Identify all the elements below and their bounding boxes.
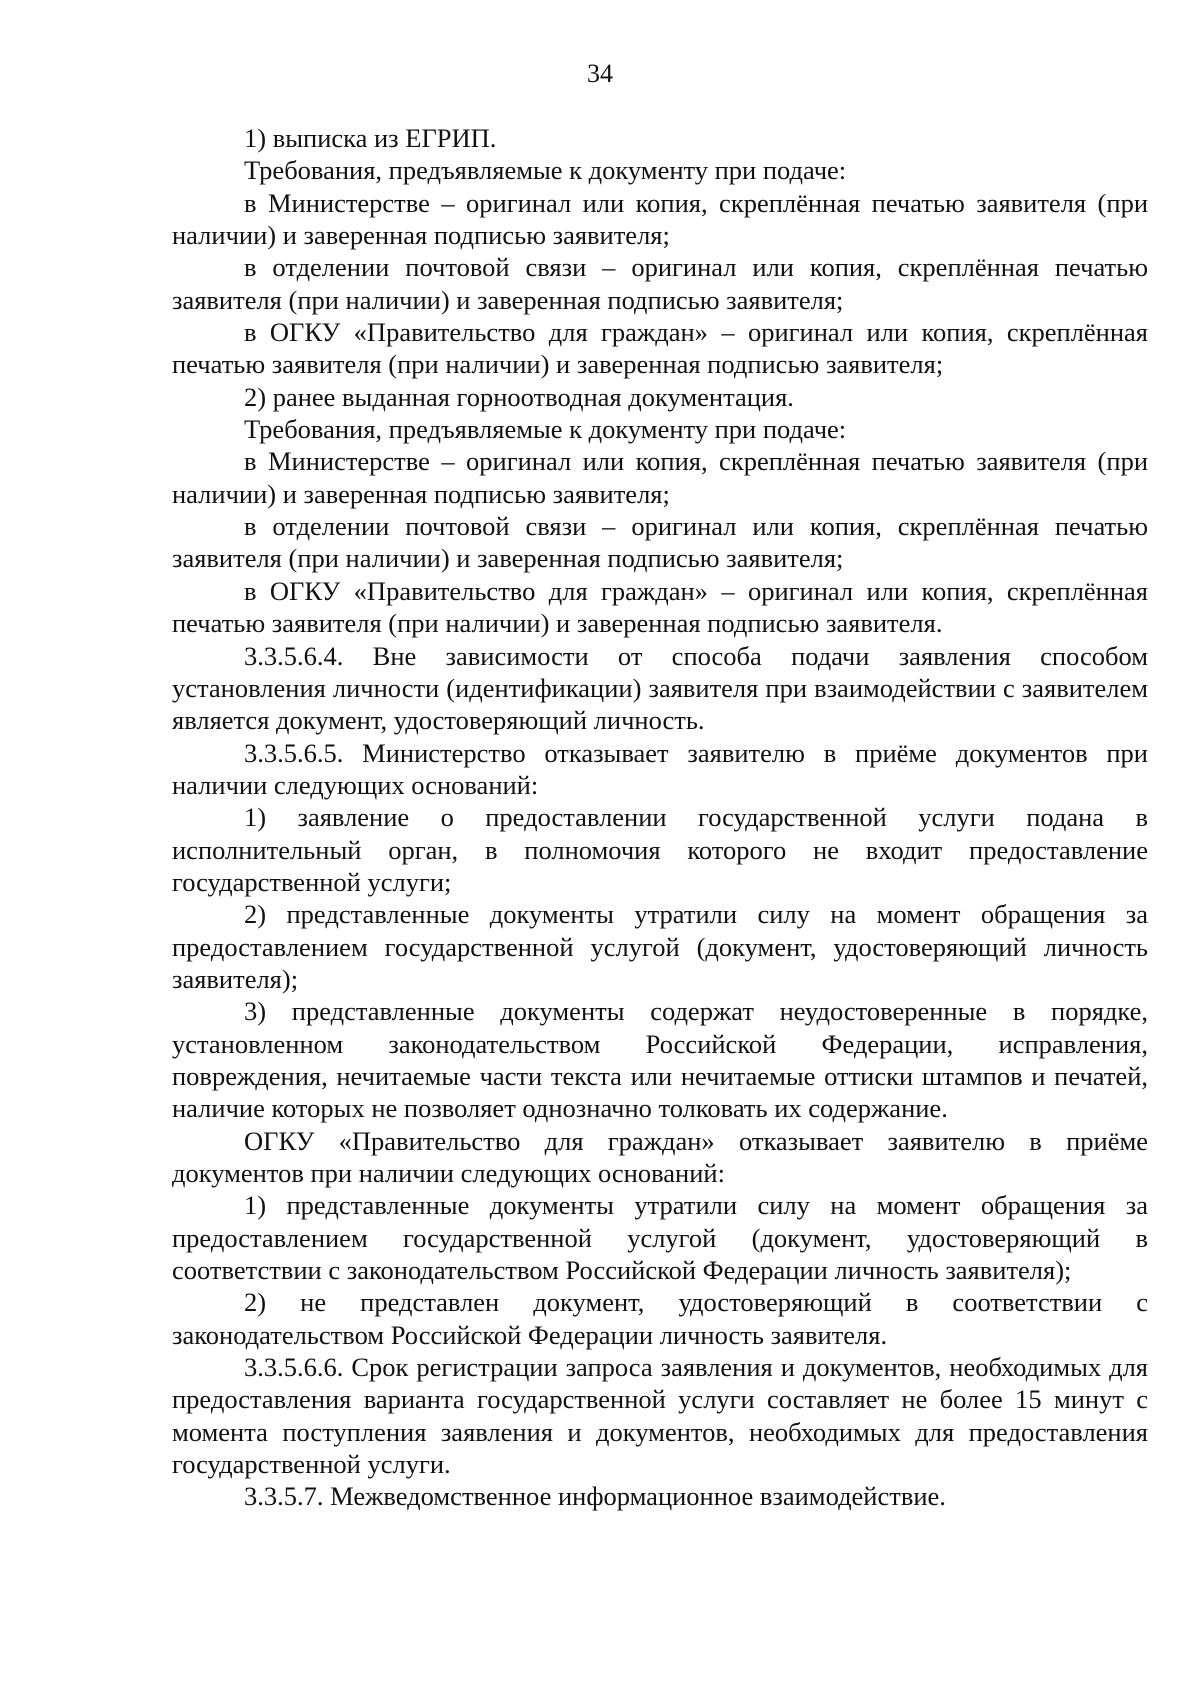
paragraph-requirements-2: Требования, предъявляемые к документу при подаче: [244,414,847,445]
paragraph-refusal-ground-2: 2) представленные документы утратили силу на момент обращения за предоставлением государственной услугой (документ, удостоверяющий личность заявителя); [172,899,1148,994]
document-body [172,122,1148,1513]
paragraph-ogku-refusal-intro: ОГКУ «Правительство для граждан» отказывает заявителю в приёме документов при наличии следующих оснований: [172,1125,1148,1188]
paragraph-ogku-refusal-ground-1: 1) представленные документы утратили силу на момент обращения за предоставлением государственной услугой (документ, удостоверяющий в соответствии с законодательством Российской Федерации личность заявителя); [172,1190,1148,1286]
paragraph-section-3-3-5-6-6: 3.3.5.6.6. Срок регистрации запроса заявления и документов, необходимых для предоставления варианта государственной услуги составляет не более 15 минут с момента поступления заявления и документов, необходимых для предоставления государственной услуги. [172,1352,1148,1480]
paragraph-section-3-3-5-6-4: 3.3.5.6.4. Вне зависимости от способа подачи заявления способом установления личности (идентификации) заявителя при взаимодействии с заявителем является документ, удостоверяющий личность. [172,640,1148,736]
paragraph-ogku-refusal-ground-2: 2) не представлен документ, удостоверяющий в соответствии с законодательством Российской Федерации личность заявителя. [172,1287,1148,1350]
paragraph-ministry-1: в Министерстве – оригинал или копия, скреплённая печатью заявителя (при наличии) и заверенная подписью заявителя; [172,187,1148,251]
paragraph-ogku-1: в ОГКУ «Правительство для граждан» – оригинал или копия, скреплённая печатью заявителя (при наличии) и заверенная подписью заявителя; [172,317,1148,380]
paragraph-ministry-2: в Министерстве – оригинал или копия, скреплённая печатью заявителя (при наличии) и заверенная подписью заявителя; [172,446,1148,509]
paragraph-section-3-3-5-6-5: 3.3.5.6.5. Министерство отказывает заявителю в приёме документов при наличии следующих оснований: [172,737,1148,800]
paragraph-refusal-ground-3: 3) представленные документы содержат неудостоверенные в порядке, установленном законодательством Российской Федерации, исправления, повреждения, нечитаемые части текста или нечитаемые оттиски штампов и печатей, наличие которых не позволяет однозначно толковать их содержание. [172,996,1148,1124]
paragraph-ogku-2: в ОГКУ «Правительство для граждан» – оригинал или копия, скреплённая печатью заявителя (при наличии) и заверенная подписью заявителя. [172,575,1148,639]
paragraph-item-egrip: 1) выписка из ЕГРИП. [244,123,497,153]
paragraph-refusal-ground-1: 1) заявление о предоставлении государственной услуги подана в исполнительный орган, в полномочия которого не входит предоставление государственной услуги; [172,802,1148,897]
paragraph-item-mining-docs: 2) ранее выданная горноотводная документация. [244,381,794,412]
page-number: 34 [587,59,613,88]
paragraph-section-3-3-5-7: 3.3.5.7. Межведомственное информационное взаимодействие. [244,1481,946,1512]
paragraph-requirements-1: Требования, предъявляемые к документу при подаче: [244,155,847,186]
paragraph-post-office-1: в отделении почтовой связи – оригинал или копия, скреплённая печатью заявителя (при наличии) и заверенная подписью заявителя; [172,252,1148,315]
paragraph-post-office-2: в отделении почтовой связи – оригинал или копия, скреплённая печатью заявителя (при наличии) и заверенная подписью заявителя; [172,511,1148,574]
